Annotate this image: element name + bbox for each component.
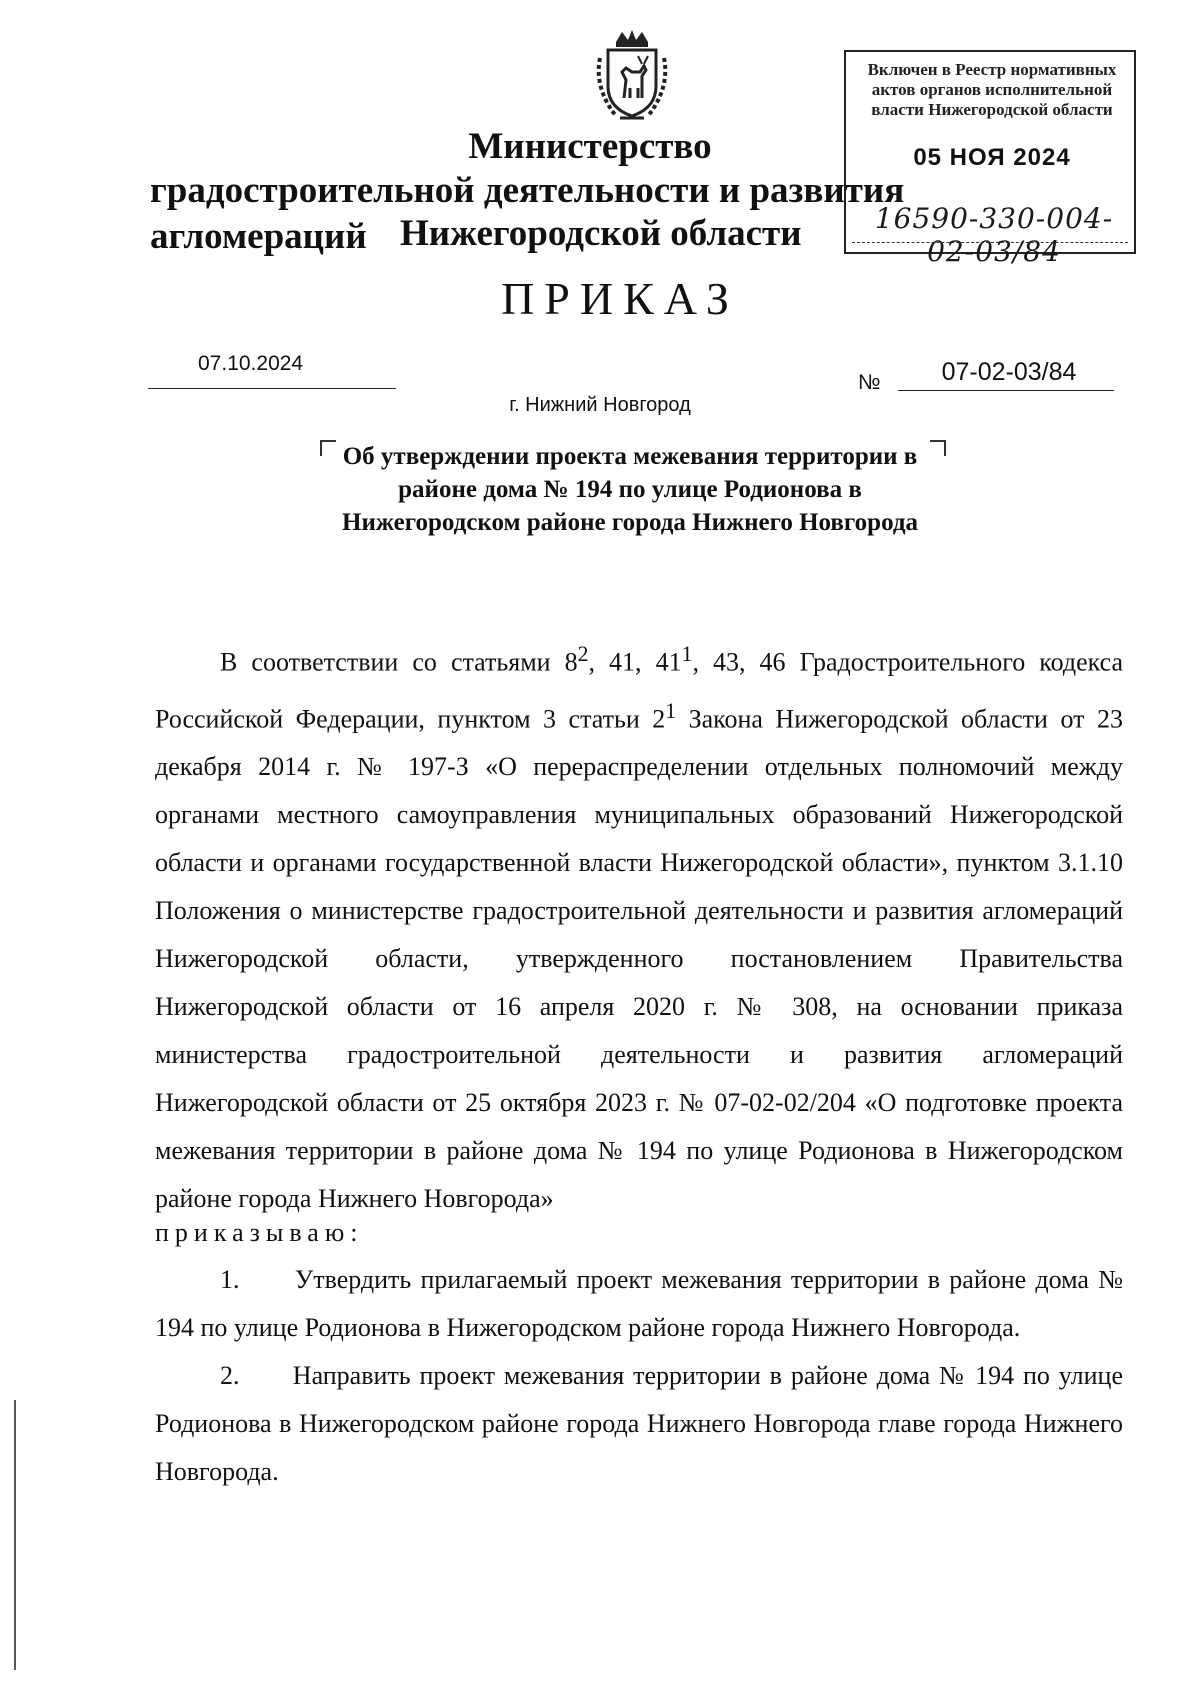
scan-margin-line [14, 1400, 16, 1670]
document-number: 07-02-03/84 [941, 358, 1077, 386]
document-type: ПРИКАЗ [501, 273, 739, 324]
order-item-1: 1. Утвердить прилагаемый проект межевания территории в районе дома № 194 по улице Родионова в Нижегородском районе города Нижнего Новгорода. [155, 1265, 1123, 1342]
subject-corner-right [930, 440, 946, 456]
ministry-title-line-1: Министерство [468, 126, 712, 167]
stamp-registration-number: 16590-330-004-02-03/84 [874, 202, 1114, 268]
number-underline [898, 390, 1114, 391]
stamp-divider [852, 242, 1128, 243]
body-paragraph [155, 630, 1123, 1223]
superscript: 2 [577, 642, 589, 666]
body-text-part: , 41, 41 [588, 647, 682, 677]
order-item-2: 2. Направить проект межевания территории в районе дома № 194 по улице Родионова в Нижегородском районе города Нижнего Новгорода главе города Нижнего Новгорода. [155, 1361, 1123, 1486]
date-underline [148, 388, 396, 389]
ministry-title-line-2: градостроительной деятельности и развития агломераций [150, 170, 905, 257]
stamp-text: Включен в Реестр нормативных актов органов исполнительной власти Нижегородской области [867, 60, 1117, 119]
document-city: г. Нижний Новгород [509, 394, 691, 416]
coat-of-arms-icon [586, 28, 678, 124]
registry-stamp [844, 50, 1136, 268]
superscript: 1 [681, 642, 693, 666]
document-date: 07.10.2024 [198, 352, 304, 375]
body-text-part: , 43, 46 Градостроительного кодекса Российской Федерации, пунктом 3 статьи 2 [155, 647, 1123, 734]
order-word: приказываю: [155, 1218, 364, 1247]
stamp-date: 05 НОЯ 2024 [913, 144, 1071, 171]
number-sign: № [858, 371, 881, 394]
body-text-part: В соответствии со статьями 8 [220, 647, 578, 677]
document-subject: Об утверждении проекта межевания территории в районе дома № 194 по улице Родионова в Нижегородском районе города Нижнего Новгорода [342, 443, 918, 536]
superscript: 1 [665, 698, 677, 723]
ministry-title-line-3: Нижегородской области [400, 213, 802, 254]
body-text-part: Закона Нижегородской области от 23 декабря 2014 г. № 197-З «О перераспределении отдельных полномочий между органами местного самоуправления муниципальных образований Нижегородской области и органами государственной власти Нижегородской области», пунктом 3.1.10 Положения о министерстве градостроительной деятельности и развития агломераций Нижегородской области, утвержденного постановлением Правительства Нижегородской области от 16 апреля 2020 г. № 308, на основании приказа министерства градостроительной деятельности и развития агломераций Нижегородской области от 25 октября 2023 г. № 07-02-02/204 «О подготовке проекта межевания территории в районе дома № 194 по улице Родионова в Нижегородском районе города Нижнего Новгорода» [155, 704, 1123, 1214]
